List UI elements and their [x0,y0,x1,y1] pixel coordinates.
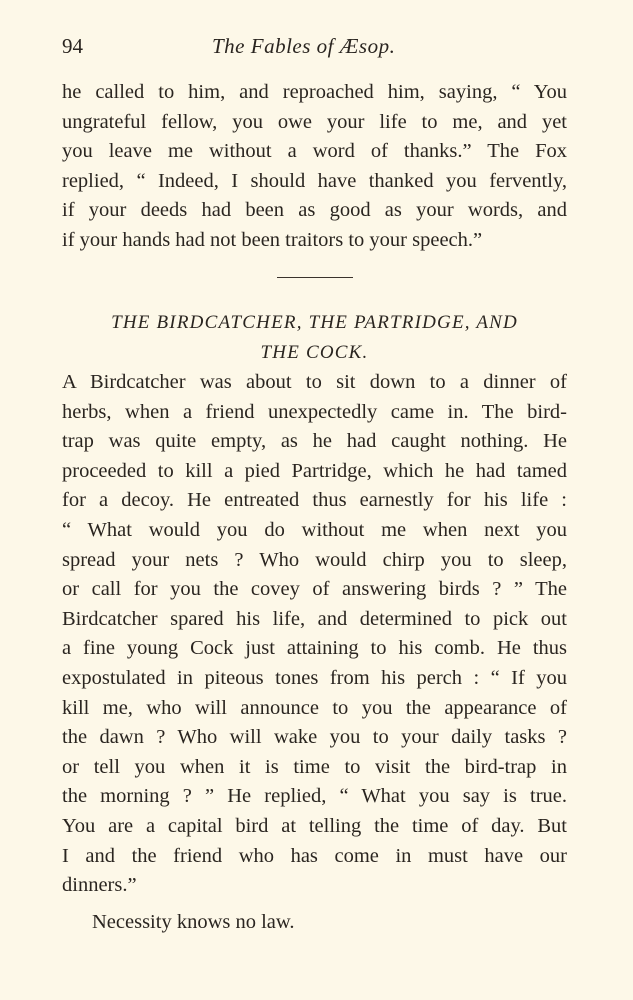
text-line: trap was quite empty, as he had caught nothing. He [62,430,567,453]
text-line: spread your nets ? Who would chirp you to sleep, [62,548,567,571]
text-line: “ What would you do without me when next you [62,518,567,541]
text-line: the dawn ? Who will wake you to your daily tasks ? [62,726,567,749]
previous-fable-ending [62,78,567,256]
running-title: The Fables of Æsop. [212,34,396,58]
text-line: a fine young Cock just attaining to his comb. He thus [62,637,567,660]
fable-title [62,308,567,367]
text-line: proceeded to kill a pied Partridge, which he had tamed [62,459,567,482]
text-line: or call for you the covey of answering birds ? ” The [62,578,567,601]
text-line: if your hands had not been traitors to your speech.” [62,228,483,251]
text-line: replied, “ Indeed, I should have thanked you fervently, [62,169,567,192]
text-line: You are a capital bird at telling the time of day. But [62,814,567,837]
fable-title-line: THE COCK. [260,341,369,363]
text-line: you leave me without a word of thanks.” The Fox [62,140,567,163]
text-line: I and the friend who has come in must have our [62,844,567,867]
text-line: Birdcatcher spared his life, and determined to pick out [62,607,567,630]
text-line: if your deeds had been as good as your words, and [62,199,567,222]
fable-moral: Necessity knows no law. [92,911,295,933]
text-line: or tell you when it is time to visit the bird-trap in [62,755,567,778]
page-number: 94 [62,34,83,58]
text-line: ungrateful fellow, you owe your life to me, and yet [62,110,567,133]
section-divider [277,277,353,278]
text-line: expostulated in piteous tones from his perch : “ If you [62,666,567,689]
text-line: dinners.” [62,874,137,897]
text-line: kill me, who will announce to you the appearance of [62,696,567,719]
text-line: A Birdcatcher was about to sit down to a dinner of [62,371,567,393]
fable-body [62,368,567,901]
text-line: the morning ? ” He replied, “ What you say is true. [62,785,567,808]
fable-title-line: THE BIRDCATCHER, THE PARTRIDGE, AND [111,312,518,333]
text-line: for a decoy. He entreated thus earnestly for his life : [62,489,567,512]
page-header [62,34,567,64]
text-line: herbs, when a friend unexpectedly came in. The bird- [62,400,567,423]
text-line: he called to him, and reproached him, saying, “ You [62,81,567,103]
